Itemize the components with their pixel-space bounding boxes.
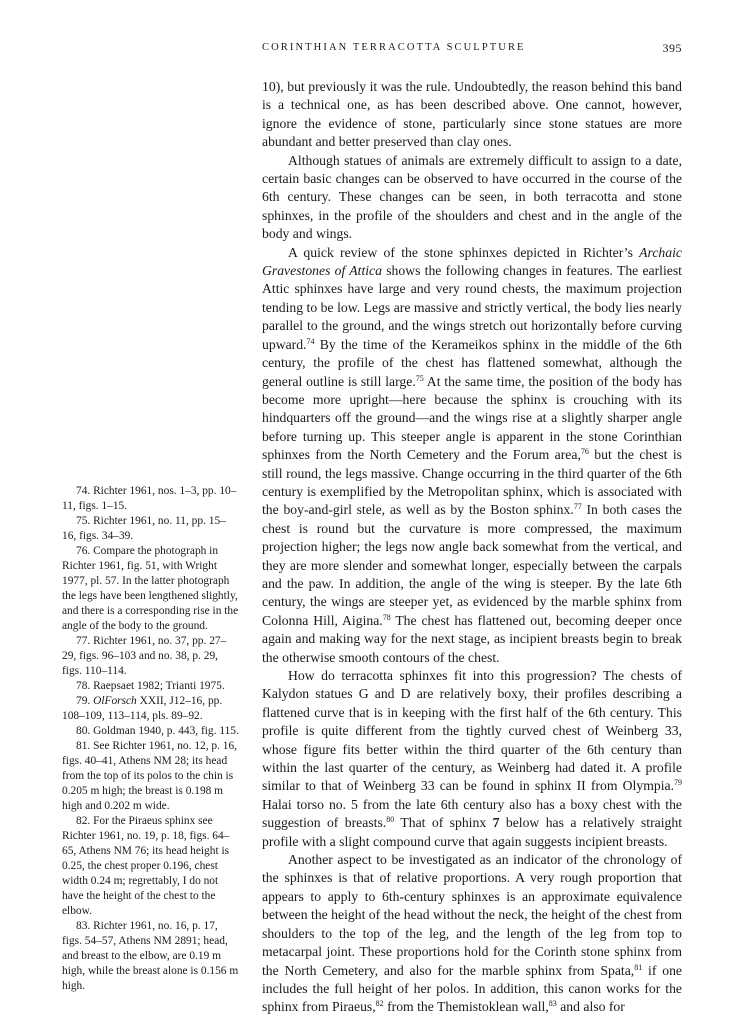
footnote-ref-79[interactable]: 79	[674, 778, 682, 788]
footnote-ref-77[interactable]: 77	[573, 502, 582, 512]
p5-text-b: if one includes the full height of her polos. In addition, this canon works for the sphinx from Piraeus,	[262, 962, 682, 1015]
footnotes-column	[62, 484, 240, 994]
footnote-ref-76[interactable]: 76	[580, 447, 589, 457]
p3-text-c: shows the following changes in features. The earliest Attic sphinxes have large and very round chests, the maximum projection tending to be low. Legs are massive and strictly vertical, the body lies nearly parallel to the ground, and the wings stretch out horizontally before curving upward.	[262, 263, 682, 352]
sphinx-number-bold: 7	[492, 815, 500, 831]
footnote-ref-81[interactable]: 81	[634, 962, 643, 972]
footnote-81: 81. See Richter 1961, no. 12, p. 16, figs. 40–41, Athens NM 28; its head from the top of its polos to the chin is 0.205 m high; the breast is 0.198 m high and 0.202 m wide.	[62, 740, 238, 812]
footnote-80: 80. Goldman 1940, p. 443, fig. 115.	[76, 725, 239, 737]
footnote-78: 78. Raepsaet 1982; Trianti 1975.	[76, 680, 225, 692]
p3-text-e: At the same time, the position of the body has become more upright—here because the sphinx is crouching with its hindquarters off the ground—and the wings rise at a slightly sharper angle before turning up. This steeper angle is apparent in the stone Corinthian sphinxes from the North Cemetery and the Forum area,	[262, 373, 682, 463]
page-number: 395	[662, 41, 682, 55]
book-title-italic: Archaic Gravestones of Attica	[262, 244, 682, 279]
p4-text-c: That of sphinx	[394, 815, 493, 831]
footnote-76: 76. Compare the photograph in Richter 1961, fig. 51, with Wright 1977, pl. 57. In the latter photograph the legs have been lengthened slightly, and there is a corresponding rise in the angle of the body to the ground.	[62, 545, 239, 632]
p5-text-d: and also for	[556, 999, 625, 1015]
footnote-ref-80[interactable]: 80	[386, 815, 395, 825]
footnote-79	[62, 694, 240, 724]
paragraph-1: 10), but previously it was the rule. Undoubtedly, the reason behind this band is a technical one, as has been described above. One cannot, however, ignore the evidence of stone, particularly since stone statues are more abundant and better preserved than clay ones.	[262, 79, 682, 150]
running-title: CORINTHIAN TERRACOTTA SCULPTURE	[262, 42, 526, 53]
footnote-ref-82[interactable]: 82	[375, 999, 384, 1009]
footnote-79-num: 79.	[76, 695, 94, 707]
footnote-75: 75. Richter 1961, no. 11, pp. 15–16, figs. 34–39.	[62, 515, 226, 542]
p4-text-d: below has a relatively straight profile with a slight compound curve that again suggests incipient breasts.	[262, 815, 682, 849]
footnote-ref-78[interactable]: 78	[382, 612, 391, 622]
footnote-ref-74[interactable]: 74	[306, 336, 315, 346]
p4-text-a: How do terracotta sphinxes fit into this progression? The chests of Kalydon statues G and D are relatively boxy, their profiles describing a flattened curve that is in keeping with the first half of the 6th century. This profile is quite different from the tightly curved chest of Weinberg 33, whose figure fits better within the third quarter of the 6th century than within the last quarter of the century, as Weinberg had dated it. A profile similar to that of Weinberg 33 can be found in sphinx II from Olympia.	[262, 668, 682, 794]
paragraph-3	[262, 244, 682, 667]
paragraph-4	[262, 667, 682, 851]
p3-text-g: In both cases the chest is round but the curvature is more compressed, the maximum projection higher; the legs now angle back somewhat from the vertical, and they are more slender and somewhat longer, especially between the carpals and the paw. In addition, the angle of the wing is steeper. By the late 6th century, the wings are steeper yet, as evidenced by the marble sphinx from Colonna Hill, Aigina.	[262, 502, 682, 628]
p3-text-d: By the time of the Kerameikos sphinx in the middle of the 6th century, the profile of the chest has flattened somewhat, although the general outline is still large.	[262, 336, 682, 389]
page-header	[262, 42, 682, 58]
footnote-77: 77. Richter 1961, no. 37, pp. 27–29, figs. 96–103 and no. 38, p. 29, figs. 110–114.	[62, 635, 227, 677]
p3-text-a: A quick review of the stone sphinxes depicted in Richter’s	[288, 244, 640, 260]
footnote-82: 82. For the Piraeus sphinx see Richter 1961, no. 19, p. 18, figs. 64–65, Athens NM 76; its head height is 0.25, the chest proper 0.196, chest width 0.24 m; regrettably, I do not have the height of the chest to the elbow.	[62, 815, 230, 917]
p5-text-c: from the Themistoklean wall,	[383, 999, 549, 1015]
p4-text-b: Halai torso no. 5 from the late 6th century also has a boxy chest with the suggestion of breasts.	[262, 796, 682, 831]
footnote-ref-83[interactable]: 83	[548, 999, 557, 1009]
p5-text-a: Another aspect to be investigated as an indicator of the chronology of the sphinxes is that of relative proportions. A very rough proportion that appears to apply to 6th-century sphinxes is an approximate equivalence between the height of the head without the neck, the height of the chest from shoulders to the top of the leg, and the length of the leg from top to metacarpal joint. These proportions hold for the Corinth stone sphinx from the North Cemetery, and also for the marble sphinx from Spata,	[262, 852, 682, 978]
footnote-79-rest: XXII, J12–16, pp. 108–109, 113–114, pls. 89–92.	[62, 695, 223, 722]
footnote-ref-75[interactable]: 75	[415, 373, 424, 383]
main-text-column	[262, 78, 682, 1017]
journal-title-italic: OlForsch	[93, 695, 137, 707]
p3-text-h: The chest has flattened out, becoming deeper once again and making way for the next stage, as incipient breasts begin to break the otherwise smooth contours of the chest.	[262, 612, 682, 665]
p3-text-f: but the chest is still round, the legs massive. Change occurring in the third quarter of the 6th century is exemplified by the Metropolitan sphinx, which is associated with the boy-and-girl stele, as well as by the Boston sphinx.	[262, 447, 682, 518]
footnote-83: 83. Richter 1961, no. 16, p. 17, figs. 54–57, Athens NM 2891; head, and breast to the elbow, are 0.19 m high, while the breast alone is 0.156 m high.	[62, 920, 239, 992]
paragraph-5	[262, 851, 682, 1017]
paragraph-2: Although statues of animals are extremely difficult to assign to a date, certain basic changes can be observed to have occurred in the course of the 6th century. These changes can be seen, in both terracotta and stone sphinxes, in the profile of the shoulders and chest and in the angle of the body and wings.	[262, 152, 682, 242]
footnote-74: 74. Richter 1961, nos. 1–3, pp. 10–11, figs. 1–15.	[62, 485, 237, 512]
